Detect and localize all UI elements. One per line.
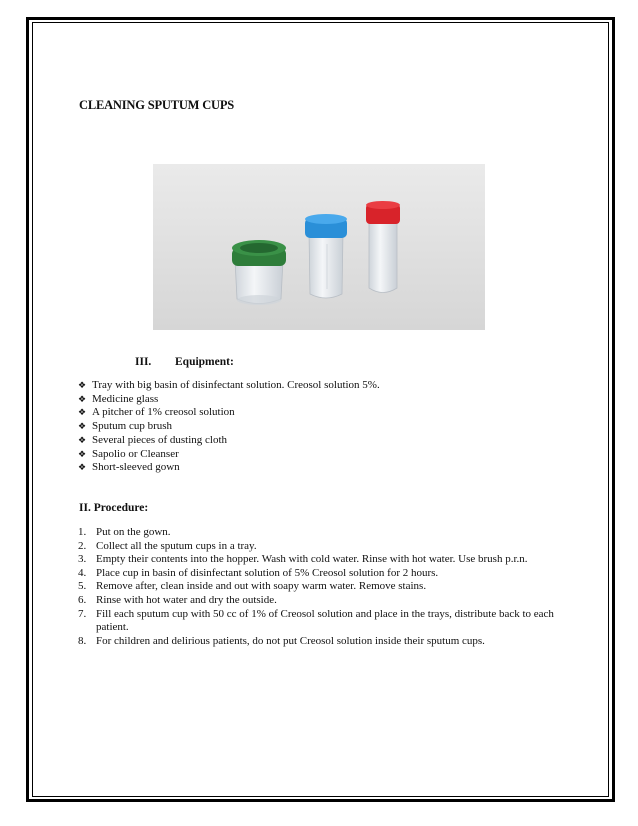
red-cap-tube <box>366 201 400 293</box>
list-item: ❖ A pitcher of 1% creosol solution <box>78 406 235 419</box>
procedure-heading: II. Procedure: <box>79 502 149 514</box>
list-item: ❖ Sapolio or Cleanser <box>78 447 179 460</box>
list-item: ❖ Sputum cup brush <box>78 420 173 433</box>
list-item: ❖ Short-sleeved gown <box>78 461 180 474</box>
diamond-bullet-icon: ❖ <box>78 462 87 473</box>
equipment-heading <box>135 356 234 368</box>
equipment-number: III. <box>135 356 152 368</box>
list-item: 1. Put on the gown. <box>78 526 171 538</box>
list-item: 8. For children and delirious patients, do not put Creosol solution inside their sputum cups. <box>78 634 485 647</box>
diamond-bullet-icon: ❖ <box>78 434 87 445</box>
list-item: 2. Collect all the sputum cups in a tray. <box>78 539 257 552</box>
list-item: 3. Empty their contents into the hopper. Wash with cold water. Rinse with hot water. Use brush p.r.n. <box>78 553 528 566</box>
list-item: 5. Remove after, clean inside and out with soapy warm water. Remove stains. <box>78 580 427 593</box>
page-title: CLEANING SPUTUM CUPS <box>79 98 235 112</box>
equipment-list <box>78 379 380 475</box>
diamond-bullet-icon: ❖ <box>78 393 87 404</box>
procedure-steps <box>78 526 558 648</box>
diamond-bullet-icon: ❖ <box>78 380 87 390</box>
diamond-bullet-icon: ❖ <box>78 421 87 432</box>
list-item: 6. Rinse with hot water and dry the outside. <box>78 593 277 606</box>
list-item: ❖ Tray with big basin of disinfectant solution. Creosol solution 5%. <box>78 379 380 391</box>
blue-cap-cup <box>305 214 347 298</box>
list-item: 4. Place cup in basin of disinfectant solution of 5% Creosol solution for 2 hours. <box>78 566 439 579</box>
equipment-heading-label: Equipment: <box>175 356 234 368</box>
list-item: ❖ Medicine glass <box>78 392 159 405</box>
green-cap-cup <box>232 240 286 305</box>
sputum-cups-photo <box>153 164 485 330</box>
list-item: ❖ Several pieces of dusting cloth <box>78 433 228 446</box>
list-item: 7. Fill each sputum cup with 50 cc of 1% of Creosol solution and place in the trays, distribute back to each patient. <box>78 607 554 634</box>
diamond-bullet-icon: ❖ <box>78 448 87 459</box>
diamond-bullet-icon: ❖ <box>78 407 87 418</box>
